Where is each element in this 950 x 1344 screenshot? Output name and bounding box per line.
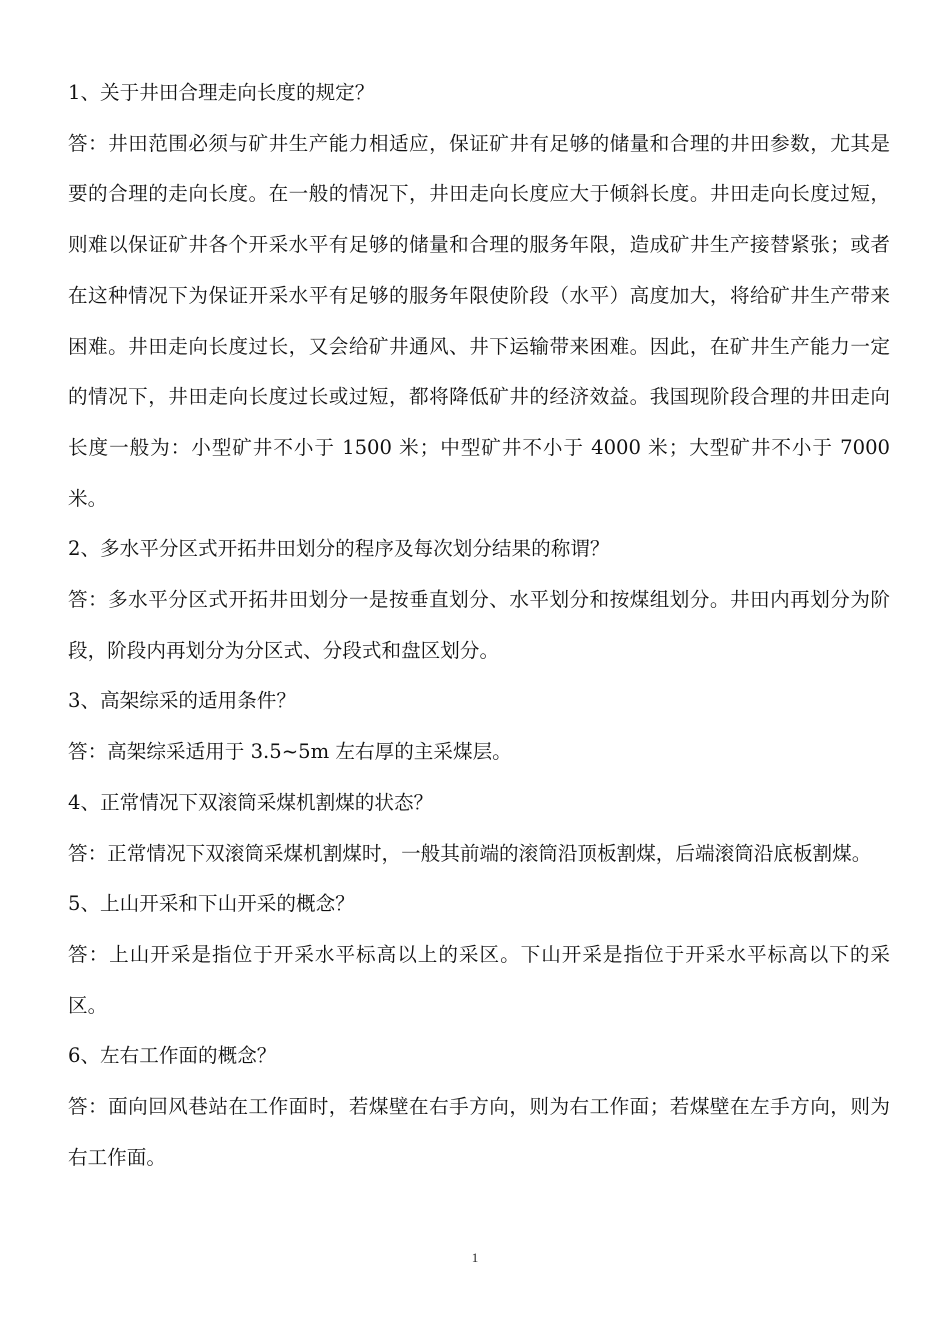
page-number: 1 xyxy=(471,1250,479,1265)
answer-4: 答：正常情况下双滚筒采煤机割煤时，一般其前端的滚筒沿顶板割煤，后端滚筒沿底板割煤。 xyxy=(68,841,872,865)
question-4: 4、正常情况下双滚筒采煤机割煤的状态？ xyxy=(68,790,434,814)
question-2: 2、多水平分区式开拓井田划分的程序及每次划分结果的称谓？ xyxy=(68,537,610,561)
question-5: 5、上山开采和下山开采的概念？ xyxy=(68,892,355,916)
answer-1: 答：井田范围必须与矿井生产能力相适应，保证矿井有足够的储量和合理的井田参数，尤其是要的合理的走向长度。在一般的情况下，井田走向长度应大于倾斜长度。井田走向长度过短，则难以保证矿井各个开采水平有足够的储量和合理的服务年限，造成矿井生产接替紧张；或者在这种情况下为保证开采水平有足够的服务年限使阶段（水平）高度加大，将给矿井生产带来困难。井田走向长度过长，又会给矿井通风、井下运输带来困难。因此，在矿井生产能力一定的情况下，井田走向长度过长或过短，都将降低矿井的经济效益。我国现阶段合理的井田走向长度一般为：小型矿井不小于 1500 米；中型矿井不小于 4000 米；大型矿井不小于 7000 米。 xyxy=(68,131,890,510)
answer-3: 答：高架综采适用于 3.5~5m 左右厚的主采煤层。 xyxy=(68,740,512,764)
answer-2: 答：多水平分区式开拓井田划分一是按垂直划分、水平划分和按煤组划分。井田内再划分为阶段，阶段内再划分为分区式、分段式和盘区划分。 xyxy=(68,588,890,662)
question-3: 3、高架综采的适用条件？ xyxy=(68,689,296,713)
answer-6: 答：面向回风巷站在工作面时，若煤壁在右手方向，则为右工作面；若煤壁在左手方向，则为右工作面。 xyxy=(68,1095,890,1169)
question-6: 6、左右工作面的概念？ xyxy=(68,1044,277,1068)
question-1: 1、关于井田合理走向长度的规定？ xyxy=(68,81,375,104)
answer-5: 答：上山开采是指位于开采水平标高以上的采区。下山开采是指位于开采水平标高以下的采区。 xyxy=(68,942,890,1017)
document-body xyxy=(68,68,890,1183)
